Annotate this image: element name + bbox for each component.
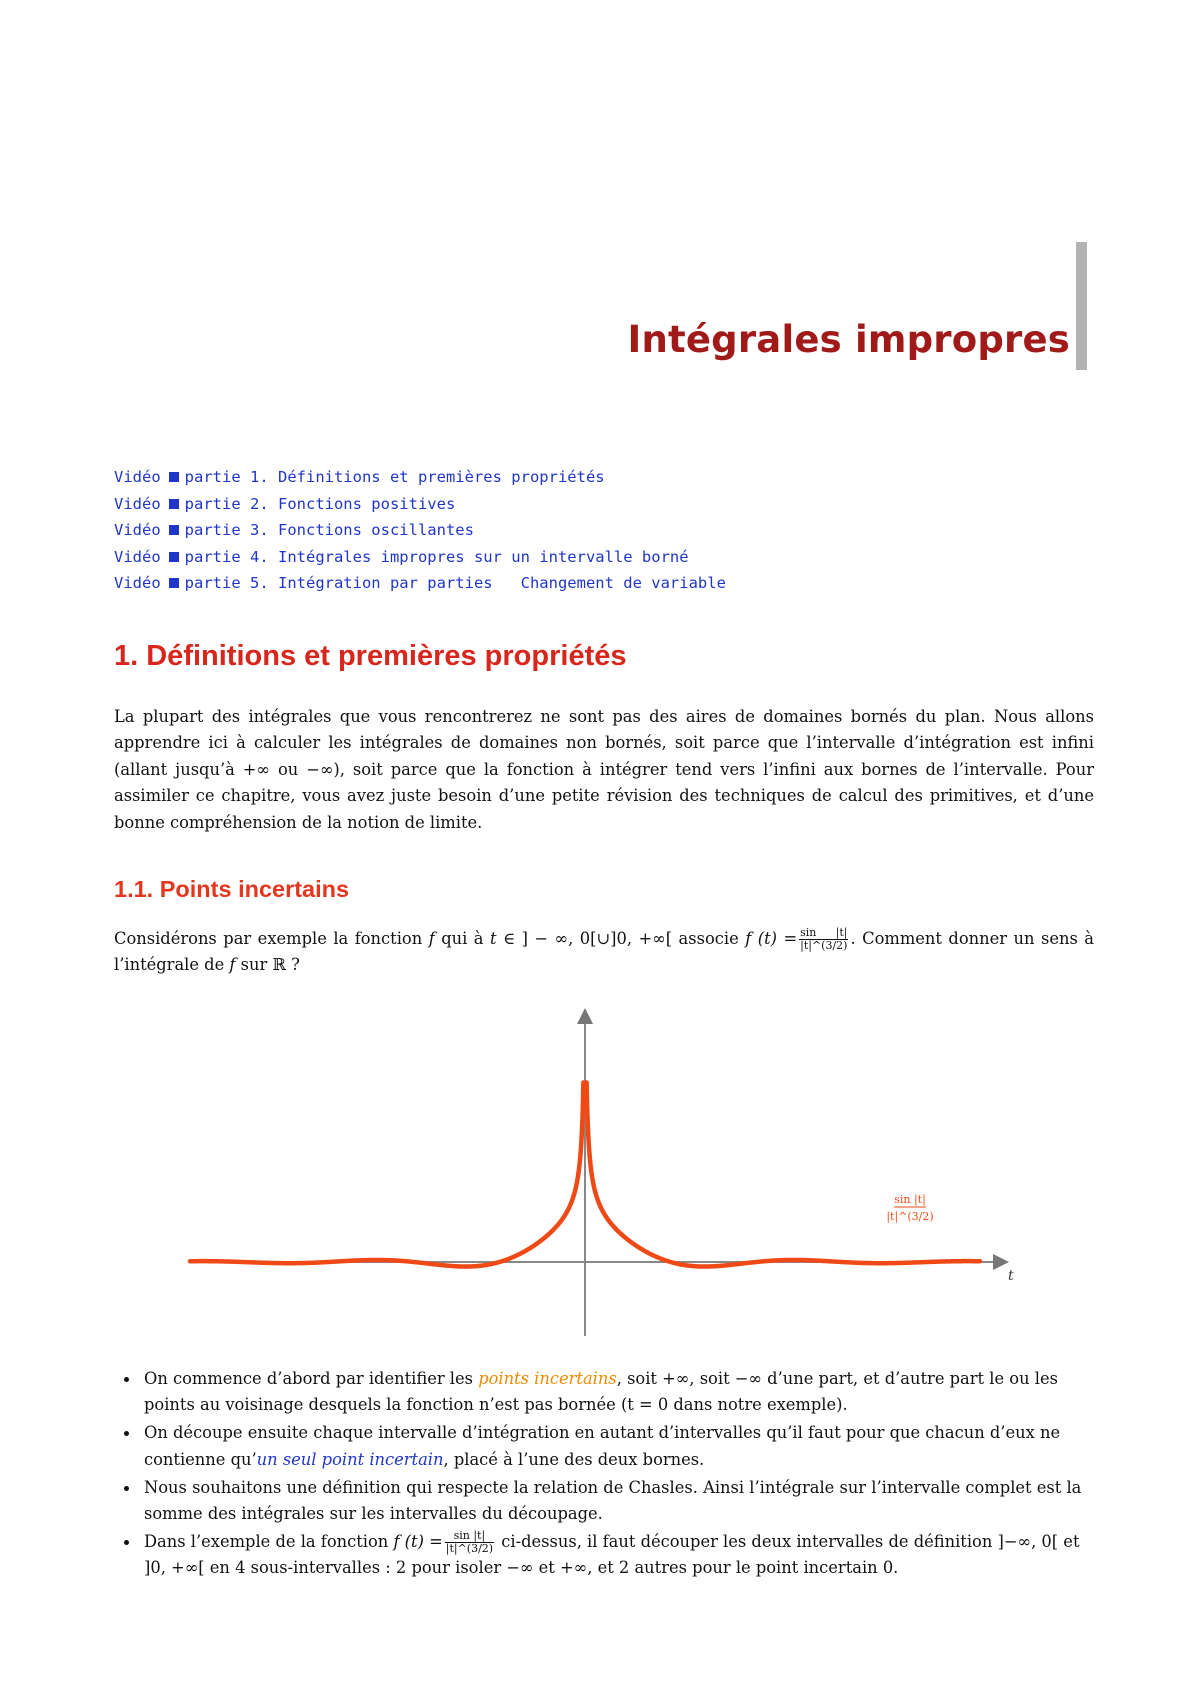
fraction-denominator: |t|^(3/2) [445,1541,494,1555]
video-square-icon [169,472,179,482]
intro-line: La plupart des intégrales que vous rencontrerez ne sont pas des aires de domaines bornés du plan. Nous allons [114,707,1094,726]
text: ci-dessus, il faut découper les deux intervalles de définition ]−∞, 0[ et ]0, +∞[ en 4 sous-intervalles : 2 pour isoler −∞ et +∞, et 2 autres pour le point incertain 0. [144,1531,1080,1578]
video-link[interactable] [114,544,726,571]
text: sur ℝ ? [235,955,300,975]
video-label: Vidéo [114,574,161,592]
intro-paragraph [114,704,1094,836]
video-square-icon [169,525,179,535]
legend-denominator: |t|^(3/2) [886,1210,934,1223]
bullet-list [114,1366,1094,1583]
math-domain: ∈ ] − ∞, 0[∪]0, +∞[ associe [496,929,746,948]
video-label: Vidéo [114,468,161,486]
video-link[interactable] [114,491,726,518]
math-var: f [229,955,236,975]
title-accent-bar [1076,242,1087,370]
section-heading: 1. Définitions et premières propriétés [114,640,627,672]
video-part: partie 3. Fonctions oscillantes [184,521,474,539]
fraction-denominator: |t|^(3/2) [800,939,848,952]
math-expr: f (t) = [745,929,798,948]
text: Nous souhaitons une définition qui respecte la relation de Chasles. Ainsi l’intégrale sur l’intervalle complet est la somme des intégrales sur les intervalles du découpage. [144,1477,1082,1524]
video-square-icon [169,578,179,588]
text: On commence d’abord par identifier les [144,1369,479,1388]
intro-line: bonne compréhension de la notion de limite. [114,812,483,832]
paragraph-line [114,926,1094,952]
fraction [799,927,848,952]
subsection-heading: 1.1. Points incertains [114,876,350,902]
text: qui à [434,929,491,948]
video-part: partie 4. Intégrales impropres sur un intervalle borné [184,547,689,566]
text: , soit +∞, soit −∞ d’une part, et d’autre part le ou les points au voisinage desquels la fonction n’est pas bornée (t = 0 dans notre exemple). [144,1369,1058,1415]
video-label: Vidéo [114,521,161,539]
fraction-numerator: sin |t| [800,926,848,939]
fraction [445,1530,494,1555]
graph-svg [180,1000,1020,1355]
video-part: partie 5. Intégration par parties Changement de variable [184,574,726,592]
video-links-list [114,464,726,597]
video-label: Vidéo [114,547,161,566]
text: On découpe ensuite chaque intervalle d’intégration en autant d’intervalles qu’il faut pour que chacun d’eux ne contienne qu’ [144,1423,1061,1469]
intro-line: apprendre ici à calculer les intégrales de domaines non bornés, soit parce que l’intervalle d’intégration est infini [114,733,1094,753]
video-link[interactable] [114,464,726,491]
fraction-numerator: sin |t| [445,1530,494,1543]
math-var: t [490,929,497,948]
function-graph [180,1000,1020,1355]
curve-left [190,1082,583,1266]
list-item [114,1475,1094,1528]
highlight-term: un seul point incertain [256,1449,444,1469]
text: , placé à l’une des deux bornes. [443,1449,705,1469]
math-expr: f (t) = [393,1531,443,1551]
video-link[interactable] [114,570,726,597]
intro-line: (allant jusqu’à +∞ ou −∞), soit parce que la fonction à intégrer tend vers l’infini aux bornes de l’intervalle. Pour [114,759,1094,779]
legend-numerator: sin |t| [894,1193,926,1206]
text: l’intégrale de [114,955,230,975]
chapter-title: Intégrales impropres [627,318,1070,361]
text: . Comment donner un sens à [850,929,1094,948]
math-var: f [428,929,435,948]
list-item [114,1366,1094,1419]
video-square-icon [169,499,179,509]
video-link[interactable] [114,517,726,544]
list-item [114,1420,1094,1473]
video-label: Vidéo [114,494,161,513]
text: Considérons par exemple la fonction [114,929,429,948]
x-axis-label: t [1008,1268,1014,1284]
paragraph-line [114,952,1094,978]
highlight-term: points incertains [478,1369,617,1388]
video-square-icon [169,552,179,562]
curve-right [587,1082,980,1266]
points-incertains-paragraph [114,926,1094,979]
intro-line: assimiler ce chapitre, vous avez juste besoin d’une petite révision des techniques de calcul des primitives, et d’une [114,786,1094,806]
video-part: partie 1. Définitions et premières propriétés [184,468,605,486]
text: Dans l’exemple de la fonction [144,1531,394,1551]
video-part: partie 2. Fonctions positives [184,494,456,513]
list-item [114,1529,1094,1582]
